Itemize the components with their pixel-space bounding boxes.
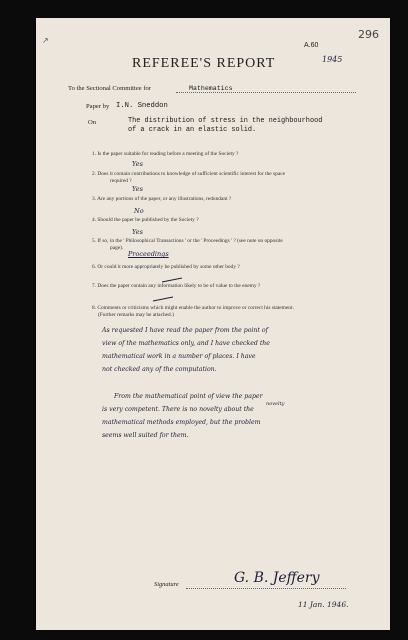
signature-line: [186, 588, 346, 589]
signature-label: Signature: [154, 581, 179, 588]
author-value: I.N. Sneddon: [116, 102, 168, 110]
question-4: 4. Should the paper be published by the Society ?: [92, 217, 199, 223]
paper-by-label: Paper by: [86, 103, 110, 110]
comment-line: not checked any of the computation.: [102, 366, 217, 373]
comment-paragraph-1: [102, 324, 270, 376]
signature-date: 11 Jan. 1946.: [298, 600, 349, 609]
comment-line: From the mathematical point of view the paper: [114, 393, 263, 400]
question-6: 6. Or could it more appropriately be published by some other body ?: [92, 264, 240, 270]
comment-line: As requested I have read the paper from the point of: [102, 327, 268, 334]
paper-title-line1: The distribution of stress in the neighbourhood: [128, 117, 323, 125]
answer-5: Proceedings: [128, 250, 169, 258]
question-3: 3. Are any portions of the paper, or any illustrations, redundant ?: [92, 196, 232, 202]
referee-report-sheet: [36, 18, 390, 630]
signature-name: G. B. Jeffery: [234, 570, 320, 586]
dash-mark-8: [151, 295, 175, 303]
question-2: 2. Does it contain contributions to knowledge of sufficient scientific interest for the space: [92, 171, 286, 177]
report-title: REFEREE'S REPORT: [132, 56, 276, 71]
committee-value: Mathematics: [189, 85, 233, 92]
question-5-cont: page).: [110, 245, 124, 251]
on-label: On: [88, 119, 97, 126]
answer-4: Yes: [132, 228, 143, 236]
question-5: 5. If so, in the ' Philosophical Transactions ' or the ' Proceedings ' ? (see note on opposite: [92, 238, 283, 244]
comment-line: is very competent. There is no novelty about the: [102, 406, 254, 413]
committee-label: To the Sectional Committee for: [68, 85, 152, 92]
question-1: 1. Is the paper suitable for reading before a meeting of the Society ?: [92, 151, 239, 157]
dash-mark-7: [160, 276, 184, 284]
comment-line: seems well suited for them.: [102, 432, 189, 439]
committee-line: [176, 92, 356, 93]
question-8: 8. Comments or criticisms which might enable the author to improve or correct his statement.: [92, 305, 294, 311]
comment-line: mathematical methods employed, but the problem: [102, 419, 261, 426]
answer-3: No: [134, 207, 144, 215]
page-number: 296: [358, 28, 379, 41]
paper-title-line2: of a crack in an elastic solid.: [128, 126, 257, 134]
answer-1: Yes: [132, 160, 143, 168]
question-7: 7. Does the paper contain any information likely to be of value to the enemy ?: [92, 283, 261, 289]
comment-line: view of the mathematics only, and I have checked the: [102, 340, 270, 347]
corner-mark: ↗: [42, 36, 49, 45]
answer-2: Yes: [132, 185, 143, 193]
comment-line: mathematical work in a number of places. I have: [102, 353, 256, 360]
comment-paragraph-2: [102, 390, 263, 442]
question-2-cont: required ?: [110, 178, 132, 184]
insertion-note: novelty: [266, 401, 285, 407]
question-8-cont: (Further remarks may be attached.): [98, 312, 174, 318]
year-note: 1945: [322, 55, 343, 64]
reference-number: A.60: [304, 42, 319, 49]
